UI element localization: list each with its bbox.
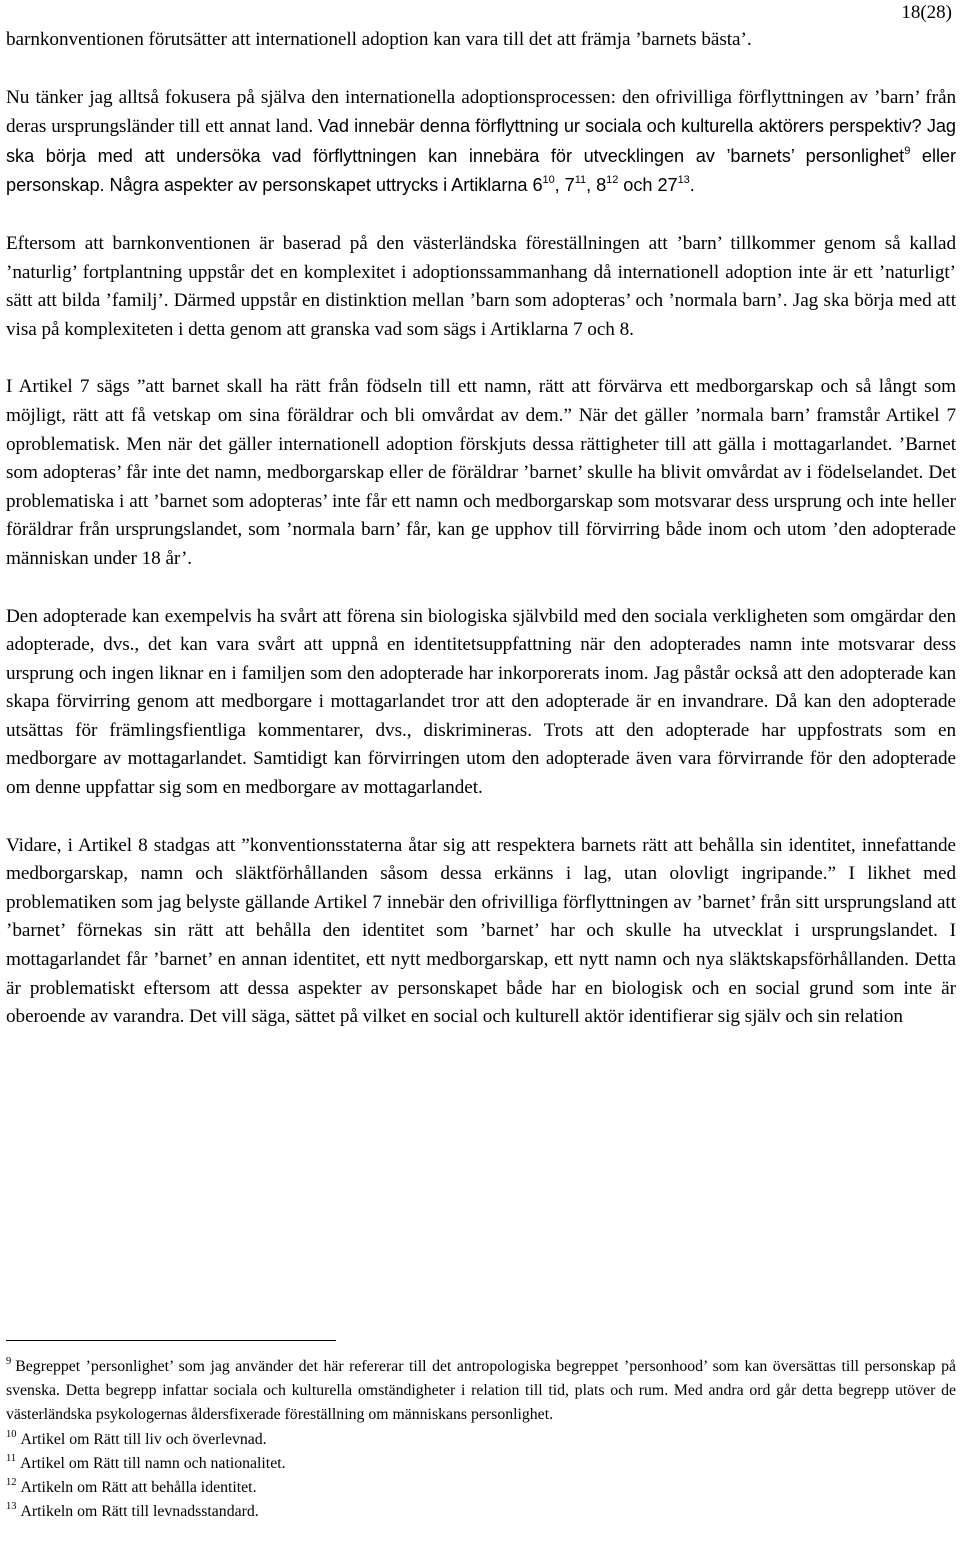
footnote-12 bbox=[6, 1476, 956, 1500]
paragraph-5: Den adopterade kan exempelvis ha svårt att förena sin biologiska självbild med den sociala verkligheten som omgärdar den adopterade, dvs., det kan vara svårt att uppnå en identitetsuppfattning när den adopterades namn inte motsvarar dess ursprung och ingen liknar en i familjen som den adopterade har inkorporerats inom. Jag påstår också att den adopterade kan skapa förvirring genom att medborgare i mottagarlandet tror att den adopterade är en invandrare. Då kan den adopterade utsättas för främlingsfientliga kommentarer, dvs., diskrimineras. Trots att den adopterade har uppfostrats som en medborgare av mottagarlandet. Samtidigt kan förvirringen utom den adopterade även vara förvirrande för den adopterade om denne uppfattar sig som en medborgare av mottagarlandet. bbox=[6, 605, 956, 799]
paragraph-2-sentence-1: Nu tänker jag alltså fokusera på själva den internationella adoptionsprocessen: den ofrivilliga förflyttningen av ’barn’ från deras ursprungsländer till ett annat land. bbox=[6, 86, 956, 138]
paragraph-2-sentence-3: eller personskap. Några aspekter av personskapet uttrycks i Artiklarna 6 bbox=[6, 145, 957, 196]
footnote-10-text: Artikel om Rätt till liv och överlevnad. bbox=[20, 1430, 267, 1448]
paragraph-1: barnkonventionen förutsätter att internationell adoption kan vara till det att främja ’barnets bästa’. bbox=[6, 29, 752, 50]
page-number: 18(28) bbox=[901, 2, 952, 23]
paragraph-4: I Artikel 7 sägs ”att barnet skall ha rätt från födseln till ett namn, rätt att förvärva ett medborgarskap och så långt som möjligt, rätt att få vetskap om sina föräldrar och bli omvårdat av dem.” När det gäller ’normala barn’ framstår Artikel 7 oproblematisk. Men när det gäller internationell adoption förskjuts dessa rättigheter till att gälla i mottagarlandet. ’Barnet som adopteras’ får inte det namn, medborgarskap eller de föräldrar ’barnet’ skulle ha blivit omvårdat av i födelselandet. Det problematiska i att ’barnet som adopteras’ inte får ett namn och medborgarskap som motsvarar dess ursprung och inte heller föräldrar från ursprungslandet, som ’normala barn’ får, kan ge upphov till förvirring både inom och utom ’den adopterade människan under 18 år’. bbox=[6, 376, 956, 569]
body-text bbox=[6, 26, 956, 1032]
footnote-9-number: 9 bbox=[6, 1356, 12, 1367]
paragraph-2-sentence-7: . bbox=[689, 175, 695, 196]
footnote-ref-9: 9 bbox=[904, 144, 911, 157]
footnote-ref-13: 13 bbox=[677, 174, 690, 187]
footnote-13-number: 13 bbox=[6, 1501, 17, 1513]
footnote-9-text: Begreppet ’personlighet’ som jag använder det här refererar till det antropologiska begreppet ’personhood’ som kan översättas till personskap på svenska. Detta begrepp infattar sociala och kulturella omständigheter i relation till tid, plats och rum. Med andra ord går detta begrepp utöver de västerländska psykologernas åldersfixerade föreställning om människans personlighet. bbox=[6, 1358, 956, 1424]
paragraph-3: Eftersom att barnkonventionen är baserad på den västerländska föreställningen att ’barn’ tillkommer genom så kallad ’naturlig’ fortplantning uppstår det en komplexitet i adoptionssammanhang då internationell adoption inte är ett ’naturligt’ sätt att bilda ’familj’. Därmed uppstår en distinktion mellan ’barn som adopteras’ och ’normala barn’. Jag ska börja med att visa på komplexiteten i detta genom att granska vad som sägs i Artiklarna 7 och 8. bbox=[6, 232, 956, 340]
footnote-12-number: 12 bbox=[6, 1477, 17, 1489]
footnote-13 bbox=[6, 1500, 956, 1524]
paragraph-6: Vidare, i Artikel 8 stadgas att ”konventionsstaterna åtar sig att respektera barnets rätt att behålla sin identitet, innefattande medborgarskap, namn och släktförhållanden såsom dessa erkänns i lag, utan olovligt ingripande.” I likhet med problematiken som jag belyste gällande Artikel 7 innebär den ofrivilliga förflyttningen av ’barnet’ från sitt ursprungsland att ’barnet’ förnekas sin rätt att behålla den identitet som ’barnet’ har och skulle ha utvecklat i ursprungslandet. I mottagarlandet får ’barnet’ en annan identitet, ett nytt medborgarskap, ett nytt namn och nya släktskapsförhållanden. Detta är problematiskt eftersom att dessa aspekter av personskapet både har en biologisk och en social grund som inte är oberoende av varandra. Det vill säga, sättet på vilket en social och kulturell aktör identifierar sig själv och sin relation bbox=[6, 834, 956, 1028]
footnote-10 bbox=[6, 1428, 956, 1452]
footnote-11-number: 11 bbox=[6, 1452, 17, 1464]
paragraph-2-sentence-2: Vad innebär denna förflyttning ur sociala och kulturella aktörers perspektiv? Jag ska börja med att undersöka vad förflyttningen kan innebära för utvecklingen av ’barnets’ personlighet bbox=[6, 116, 956, 166]
paragraph-2-sentence-6: och 27 bbox=[618, 175, 678, 196]
footnote-9 bbox=[6, 1355, 956, 1428]
footnotes bbox=[6, 1355, 956, 1524]
footnote-11-text: Artikel om Rätt till namn och nationalitet. bbox=[20, 1454, 286, 1472]
footnote-13-text: Artikeln om Rätt till levnadsstandard. bbox=[20, 1503, 259, 1521]
footnote-ref-10: 10 bbox=[542, 174, 555, 187]
footnote-separator bbox=[6, 1340, 336, 1341]
paragraph-2 bbox=[6, 84, 956, 201]
paragraph-2-sentence-5: , 8 bbox=[586, 175, 607, 196]
footnote-10-number: 10 bbox=[6, 1428, 17, 1440]
footnote-ref-12: 12 bbox=[606, 174, 619, 187]
footnote-12-text: Artikeln om Rätt att behålla identitet. bbox=[20, 1479, 257, 1497]
paragraph-2-sentence-4: , 7 bbox=[554, 175, 575, 196]
footnote-11 bbox=[6, 1452, 956, 1476]
footnote-ref-11: 11 bbox=[574, 174, 587, 187]
